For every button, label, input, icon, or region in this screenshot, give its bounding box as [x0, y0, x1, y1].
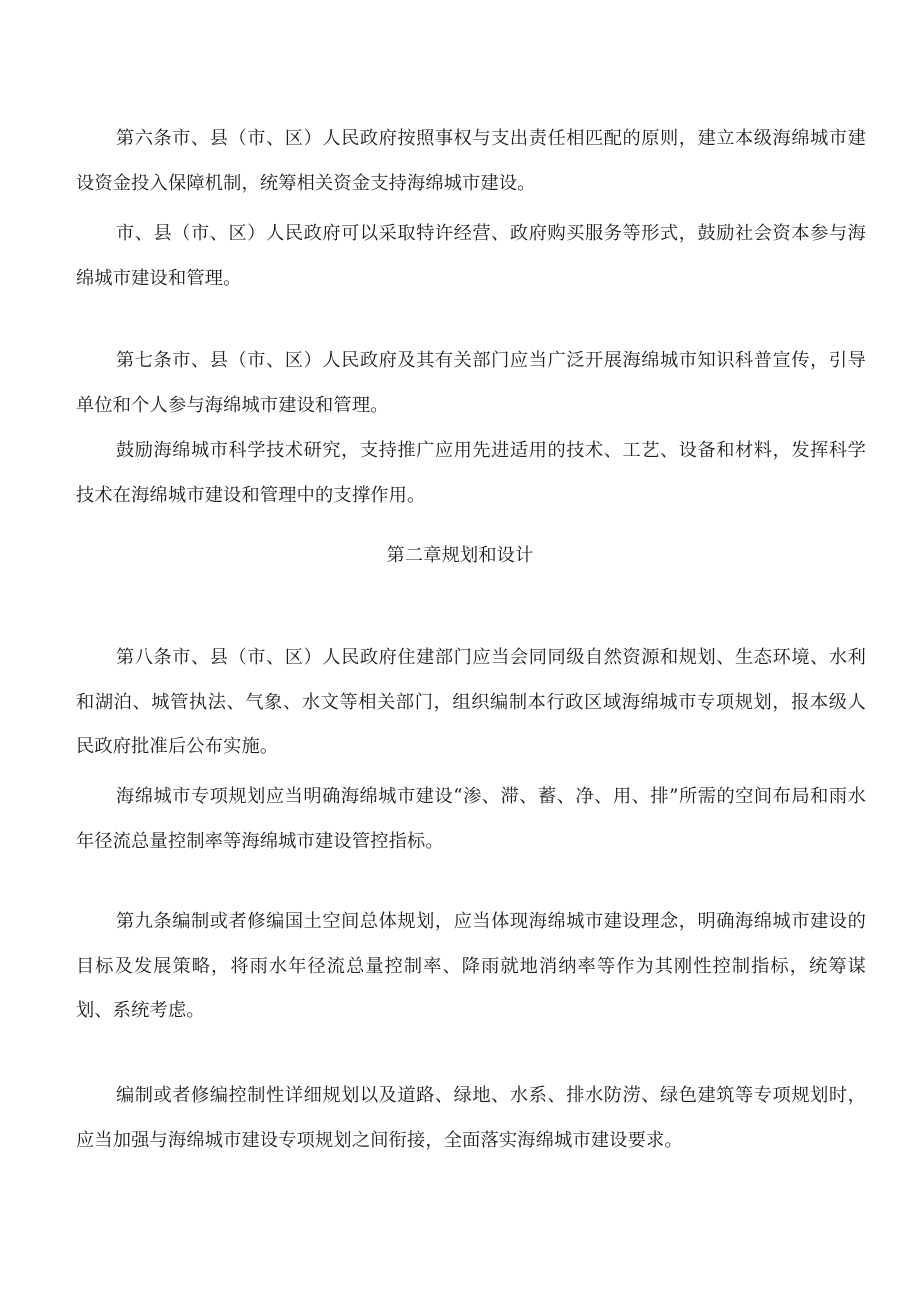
article-7-paragraph: 第七条市、县（市、区）人民政府及其有关部门应当广泛开展海绵城市知识科普宣传，引导单位和个人参与海绵城市建设和管理。 [76, 350, 866, 416]
chapter-heading: 第二章规划和设计 [386, 545, 534, 566]
article-8-paragraph: 第八条市、县（市、区）人民政府住建部门应当会同同级自然资源和规划、生态环境、水利和湖泊、城管执法、气象、水文等相关部门，组织编制本行政区域海绵城市专项规划，报本级人民政府批准后公布实施。 [76, 647, 866, 757]
article-9-paragraph: 第九条编制或者修编国土空间总体规划，应当体现海绵城市建设理念，明确海绵城市建设的目标及发展策略，将雨水年径流总量控制率、降雨就地消纳率等作为其刚性控制指标，统筹谋划、系统考虑。 [76, 911, 866, 1021]
article-6-paragraph-2: 市、县（市、区）人民政府可以采取特许经营、政府购买服务等形式，鼓励社会资本参与海绵城市建设和管理。 [76, 223, 866, 289]
article-7-paragraph-2: 鼓励海绵城市科学技术研究，支持推广应用先进适用的技术、工艺、设备和材料，发挥科学技术在海绵城市建设和管理中的支撑作用。 [76, 440, 866, 506]
article-8-paragraph-2: 海绵城市专项规划应当明确海绵城市建设“渗、滞、蓄、净、用、排”所需的空间布局和雨水年径流总量控制率等海绵城市建设管控指标。 [76, 786, 866, 852]
article-6-paragraph: 第六条市、县（市、区）人民政府按照事权与支出责任相匹配的原则，建立本级海绵城市建设资金投入保障机制，统筹相关资金支持海绵城市建设。 [76, 128, 866, 194]
article-9-paragraph-2: 编制或者修编控制性详细规划以及道路、绿地、水系、排水防涝、绿色建筑等专项规划时，应当加强与海绵城市建设专项规划之间衔接，全面落实海绵城市建设要求。 [76, 1085, 866, 1151]
